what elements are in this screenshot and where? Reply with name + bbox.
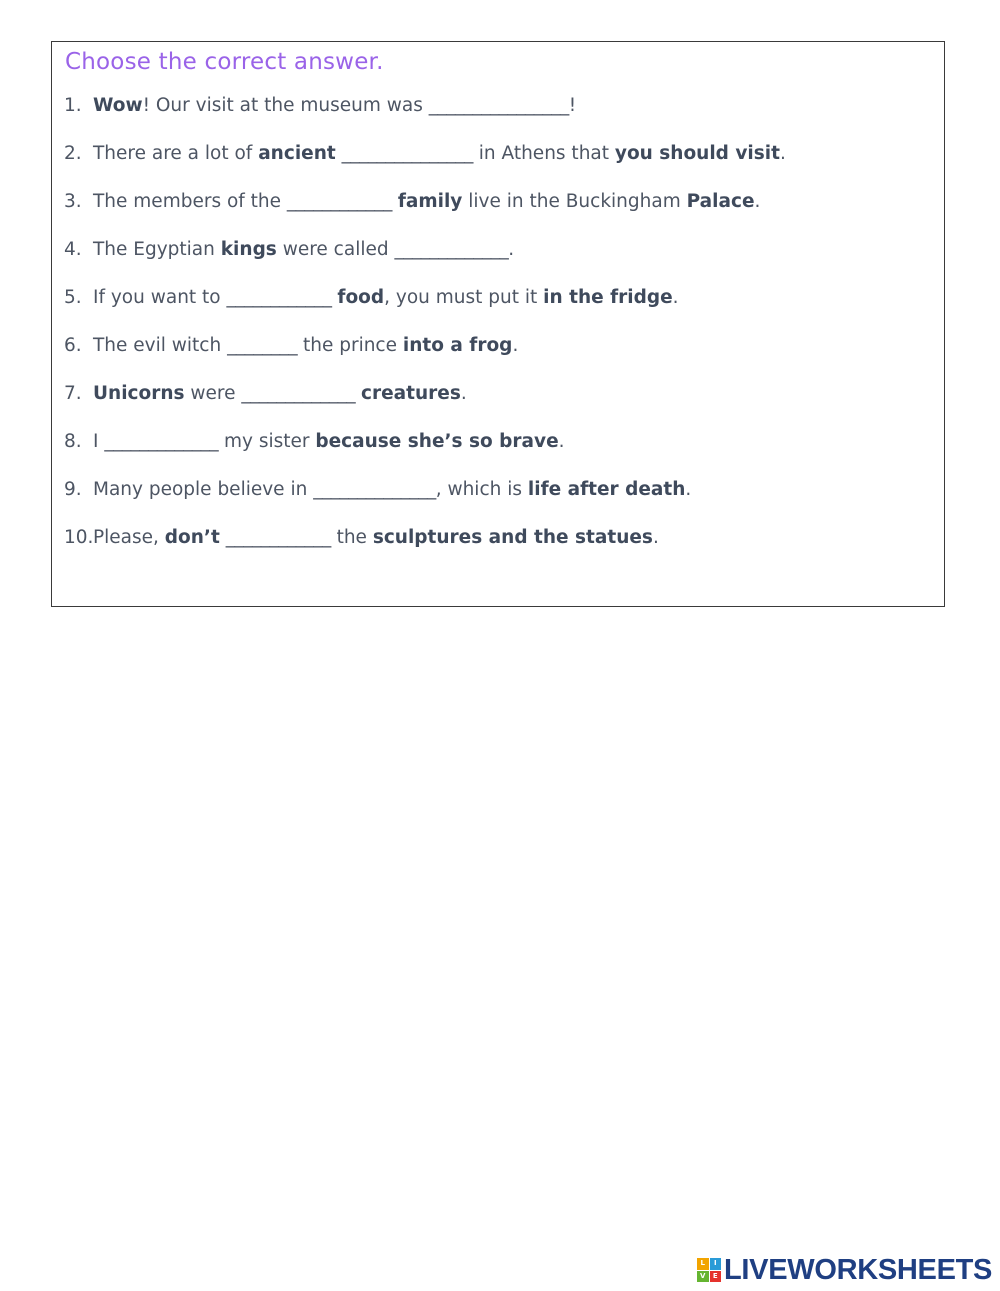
question-text [93,523,659,553]
question-number: 5. [64,287,82,308]
question-fragment: . [512,335,519,356]
keyword: family [397,191,463,212]
question-fragment: , you must put it [384,287,544,308]
answer-blank[interactable]: ____________ [225,527,331,548]
exercise-box [51,41,945,607]
question-fragment: . [652,527,659,548]
question-text [93,331,518,361]
question-fragment: . [685,479,692,500]
logo-block-l: L [697,1258,709,1270]
keyword: you should visit [614,143,780,164]
logo-block-i: I [710,1258,722,1270]
keyword: kings [220,239,277,260]
keyword: creatures [361,383,461,404]
question-fragment: I [93,431,105,452]
question-number: 4. [64,239,82,260]
keyword: sculptures and the statues [372,527,653,548]
question-fragment: . [779,143,786,164]
answer-blank[interactable]: ____________ [226,287,332,308]
question-text [93,379,467,409]
question-text [93,187,760,217]
question-fragment: were [184,383,242,404]
question-fragment: . [460,383,467,404]
question-fragment: There are a lot of [93,143,259,164]
question-fragment: . [558,431,565,452]
question-fragment: in Athens that [472,143,615,164]
keyword: food [337,287,385,308]
question-fragment: The members of the [93,191,287,212]
keyword: life after death [527,479,686,500]
answer-blank[interactable]: _____________ [241,383,356,404]
keyword: Palace [686,191,755,212]
question-fragment: the prince [297,335,403,356]
question-number: 3. [64,191,82,212]
question-fragment: . [508,239,515,260]
keyword: Unicorns [93,383,185,404]
answer-blank[interactable]: _______________ [341,143,473,164]
logo-block-e: E [710,1271,722,1283]
keyword: ancient [258,143,336,164]
question-fragment: the [330,527,373,548]
question-fragment: The evil witch [93,335,228,356]
question-text [93,475,691,505]
question-text [93,91,576,121]
keyword: don’t [164,527,220,548]
question-number: 10. [64,527,94,548]
question-number: 1. [64,95,82,116]
keyword: because she’s so brave [315,431,559,452]
liveworksheets-logo [697,1254,992,1286]
question-text [93,235,514,265]
question-number: 9. [64,479,82,500]
answer-blank[interactable]: _____________ [394,239,509,260]
question-fragment: ! Our visit at the museum was [142,95,429,116]
question-fragment: . [754,191,761,212]
keyword: into a frog [402,335,513,356]
question-text [93,427,565,457]
answer-blank[interactable]: ________________ [428,95,569,116]
answer-blank[interactable]: ____________ [286,191,392,212]
question-fragment: were called [276,239,395,260]
answer-blank[interactable]: _____________ [104,431,219,452]
logo-block-v: V [697,1271,709,1283]
exercise-title: Choose the correct answer. [65,49,384,75]
question-number: 2. [64,143,82,164]
question-text [93,139,786,169]
answer-blank[interactable]: ______________ [313,479,436,500]
keyword: in the fridge [543,287,673,308]
question-fragment: Many people believe in [93,479,314,500]
question-text [93,283,679,313]
question-fragment: . [672,287,679,308]
question-fragment: If you want to [93,287,227,308]
question-number: 7. [64,383,82,404]
question-number: 6. [64,335,82,356]
question-fragment: The Egyptian [93,239,221,260]
keyword: Wow [93,95,143,116]
question-number: 8. [64,431,82,452]
logo-icon [697,1258,721,1282]
question-fragment: ! [568,95,577,116]
answer-blank[interactable]: ________ [227,335,298,356]
question-fragment: Please, [93,527,165,548]
question-fragment: , which is [435,479,528,500]
logo-text: LIVEWORKSHEETS [724,1253,993,1286]
question-fragment: live in the Buckingham [462,191,687,212]
question-fragment: my sister [218,431,316,452]
